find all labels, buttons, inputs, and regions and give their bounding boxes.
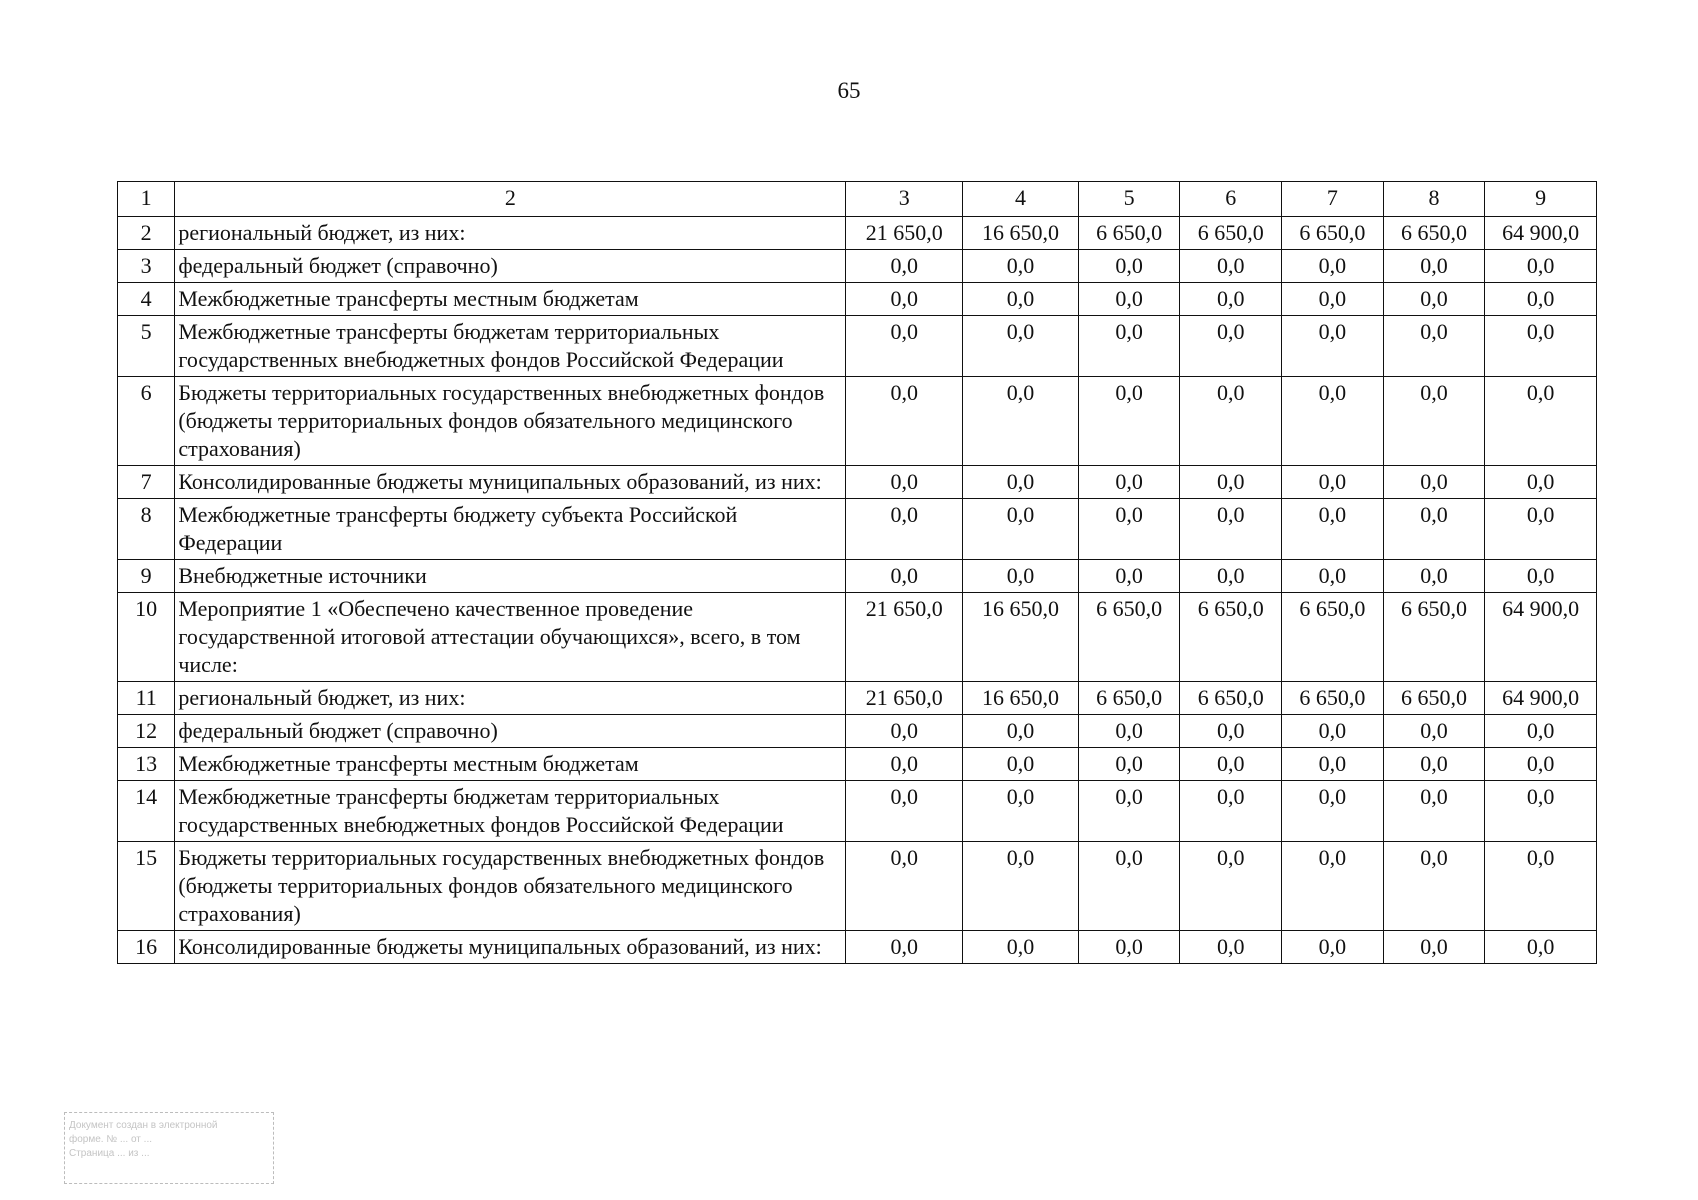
table-row: [118, 781, 1597, 842]
value-cell: 0,0: [846, 250, 963, 283]
value-cell: 0,0: [846, 466, 963, 499]
row-number: 14: [118, 781, 175, 842]
value-cell: 6 650,0: [1282, 593, 1384, 682]
value-cell: 0,0: [1078, 316, 1180, 377]
value-cell: 0,0: [1383, 748, 1485, 781]
table-row: [118, 593, 1597, 682]
value-cell: 0,0: [963, 715, 1079, 748]
value-cell: 0,0: [1485, 931, 1597, 964]
value-cell: 0,0: [1383, 842, 1485, 931]
table-row: [118, 316, 1597, 377]
value-cell: 0,0: [1282, 715, 1384, 748]
value-cell: 21 650,0: [846, 682, 963, 715]
value-cell: 0,0: [1078, 781, 1180, 842]
value-cell: 0,0: [846, 781, 963, 842]
value-cell: 0,0: [963, 560, 1079, 593]
value-cell: 6 650,0: [1078, 593, 1180, 682]
row-number: 4: [118, 283, 175, 316]
value-cell: 0,0: [963, 250, 1079, 283]
table-row: [118, 217, 1597, 250]
value-cell: 0,0: [963, 781, 1079, 842]
value-cell: 0,0: [963, 377, 1079, 466]
table-row: [118, 466, 1597, 499]
value-cell: 6 650,0: [1078, 217, 1180, 250]
value-cell: 0,0: [1383, 466, 1485, 499]
value-cell: 0,0: [846, 931, 963, 964]
value-cell: 0,0: [1078, 715, 1180, 748]
value-cell: 0,0: [1078, 250, 1180, 283]
value-cell: 0,0: [1383, 715, 1485, 748]
row-number: 16: [118, 931, 175, 964]
value-cell: 0,0: [1383, 250, 1485, 283]
value-cell: 0,0: [1180, 748, 1282, 781]
value-cell: 64 900,0: [1485, 217, 1597, 250]
value-cell: 6 650,0: [1282, 217, 1384, 250]
value-cell: 0,0: [1383, 499, 1485, 560]
row-number: 6: [118, 377, 175, 466]
row-label: Межбюджетные трансферты бюджетам территориальных государственных внебюджетных фондов Российской Федерации: [175, 316, 846, 377]
value-cell: 0,0: [846, 842, 963, 931]
value-cell: 0,0: [1383, 560, 1485, 593]
budget-table: [117, 181, 1597, 964]
value-cell: 0,0: [1485, 250, 1597, 283]
value-cell: 0,0: [1180, 283, 1282, 316]
value-cell: 0,0: [1383, 377, 1485, 466]
value-cell: 0,0: [1383, 316, 1485, 377]
header-cell: 6: [1180, 182, 1282, 217]
value-cell: 6 650,0: [1282, 682, 1384, 715]
value-cell: 16 650,0: [963, 593, 1079, 682]
value-cell: 0,0: [1180, 499, 1282, 560]
table-row: [118, 715, 1597, 748]
row-label: Межбюджетные трансферты местным бюджетам: [175, 283, 846, 316]
electronic-document-stamp: [64, 1112, 274, 1184]
header-cell: 8: [1383, 182, 1485, 217]
value-cell: 0,0: [1282, 499, 1384, 560]
header-cell: 5: [1078, 182, 1180, 217]
row-label: региональный бюджет, из них:: [175, 217, 846, 250]
row-number: 10: [118, 593, 175, 682]
value-cell: 0,0: [1282, 781, 1384, 842]
value-cell: 0,0: [1485, 499, 1597, 560]
row-label: Внебюджетные источники: [175, 560, 846, 593]
value-cell: 0,0: [846, 377, 963, 466]
page-number: 65: [837, 78, 861, 103]
value-cell: 0,0: [1282, 560, 1384, 593]
stamp-line: Страница ... из ...: [69, 1148, 150, 1159]
value-cell: 0,0: [1078, 560, 1180, 593]
value-cell: 0,0: [1383, 781, 1485, 842]
value-cell: 0,0: [963, 931, 1079, 964]
table-row: [118, 931, 1597, 964]
value-cell: 0,0: [1078, 931, 1180, 964]
value-cell: 0,0: [1180, 560, 1282, 593]
value-cell: 21 650,0: [846, 217, 963, 250]
value-cell: 0,0: [1078, 842, 1180, 931]
value-cell: 6 650,0: [1180, 593, 1282, 682]
header-row: [118, 182, 1597, 217]
table-row: [118, 682, 1597, 715]
value-cell: 16 650,0: [963, 682, 1079, 715]
value-cell: 0,0: [1180, 842, 1282, 931]
header-cell: 2: [175, 182, 846, 217]
value-cell: 6 650,0: [1383, 593, 1485, 682]
value-cell: 21 650,0: [846, 593, 963, 682]
value-cell: 0,0: [1485, 842, 1597, 931]
value-cell: 0,0: [1180, 781, 1282, 842]
value-cell: 0,0: [846, 715, 963, 748]
value-cell: 0,0: [1282, 931, 1384, 964]
row-number: 3: [118, 250, 175, 283]
value-cell: 0,0: [1485, 283, 1597, 316]
row-number: 13: [118, 748, 175, 781]
row-label: Межбюджетные трансферты бюджету субъекта Российской Федерации: [175, 499, 846, 560]
row-number: 8: [118, 499, 175, 560]
row-label: федеральный бюджет (справочно): [175, 250, 846, 283]
value-cell: 0,0: [1180, 931, 1282, 964]
value-cell: 0,0: [1180, 466, 1282, 499]
row-label: федеральный бюджет (справочно): [175, 715, 846, 748]
row-number: 15: [118, 842, 175, 931]
value-cell: 0,0: [1282, 466, 1384, 499]
value-cell: 0,0: [1078, 499, 1180, 560]
value-cell: 0,0: [1180, 715, 1282, 748]
value-cell: 0,0: [846, 560, 963, 593]
value-cell: 0,0: [1282, 316, 1384, 377]
value-cell: 0,0: [1383, 283, 1485, 316]
header-cell: 3: [846, 182, 963, 217]
value-cell: 0,0: [1485, 316, 1597, 377]
stamp-line: Документ создан в электронной: [69, 1120, 218, 1131]
row-number: 2: [118, 217, 175, 250]
value-cell: 0,0: [963, 499, 1079, 560]
value-cell: 0,0: [1078, 748, 1180, 781]
table-row: [118, 250, 1597, 283]
value-cell: 0,0: [846, 316, 963, 377]
row-label: Консолидированные бюджеты муниципальных образований, из них:: [175, 466, 846, 499]
header-cell: 7: [1282, 182, 1384, 217]
row-number: 7: [118, 466, 175, 499]
value-cell: 0,0: [1282, 748, 1384, 781]
value-cell: 0,0: [963, 283, 1079, 316]
value-cell: 0,0: [1485, 377, 1597, 466]
table-row: [118, 748, 1597, 781]
value-cell: 0,0: [963, 466, 1079, 499]
value-cell: 6 650,0: [1383, 217, 1485, 250]
value-cell: 0,0: [963, 842, 1079, 931]
value-cell: 0,0: [846, 748, 963, 781]
value-cell: 6 650,0: [1383, 682, 1485, 715]
table-row: [118, 283, 1597, 316]
value-cell: 0,0: [1282, 842, 1384, 931]
value-cell: 6 650,0: [1078, 682, 1180, 715]
row-label: Консолидированные бюджеты муниципальных образований, из них:: [175, 931, 846, 964]
table-row: [118, 560, 1597, 593]
value-cell: 16 650,0: [963, 217, 1079, 250]
value-cell: 0,0: [1485, 748, 1597, 781]
value-cell: 0,0: [1282, 377, 1384, 466]
row-label: Бюджеты территориальных государственных внебюджетных фондов (бюджеты территориальных фондов обязательного медицинского страхования): [175, 842, 846, 931]
value-cell: 64 900,0: [1485, 593, 1597, 682]
value-cell: 0,0: [1078, 466, 1180, 499]
table-row: [118, 499, 1597, 560]
row-number: 11: [118, 682, 175, 715]
value-cell: 6 650,0: [1180, 217, 1282, 250]
value-cell: 0,0: [963, 316, 1079, 377]
row-label: Бюджеты территориальных государственных внебюджетных фондов (бюджеты территориальных фондов обязательного медицинского страхования): [175, 377, 846, 466]
value-cell: 6 650,0: [1180, 682, 1282, 715]
row-number: 5: [118, 316, 175, 377]
header-cell: 9: [1485, 182, 1597, 217]
row-label: Межбюджетные трансферты местным бюджетам: [175, 748, 846, 781]
value-cell: 0,0: [1180, 250, 1282, 283]
row-label: Мероприятие 1 «Обеспечено качественное проведение государственной итоговой аттестации обучающихся», всего, в том числе:: [175, 593, 846, 682]
value-cell: 64 900,0: [1485, 682, 1597, 715]
value-cell: 0,0: [1383, 931, 1485, 964]
row-number: 12: [118, 715, 175, 748]
header-cell: 1: [118, 182, 175, 217]
value-cell: 0,0: [1485, 781, 1597, 842]
value-cell: 0,0: [1282, 283, 1384, 316]
value-cell: 0,0: [1180, 377, 1282, 466]
value-cell: 0,0: [1180, 316, 1282, 377]
value-cell: 0,0: [1282, 250, 1384, 283]
value-cell: 0,0: [1485, 715, 1597, 748]
value-cell: 0,0: [1485, 560, 1597, 593]
value-cell: 0,0: [846, 283, 963, 316]
row-number: 9: [118, 560, 175, 593]
stamp-line: форме. № ... от ...: [69, 1134, 152, 1145]
row-label: региональный бюджет, из них:: [175, 682, 846, 715]
header-cell: 4: [963, 182, 1079, 217]
value-cell: 0,0: [1078, 377, 1180, 466]
table-row: [118, 842, 1597, 931]
value-cell: 0,0: [846, 499, 963, 560]
value-cell: 0,0: [1078, 283, 1180, 316]
row-label: Межбюджетные трансферты бюджетам территориальных государственных внебюджетных фондов Российской Федерации: [175, 781, 846, 842]
value-cell: 0,0: [1485, 466, 1597, 499]
table-row: [118, 377, 1597, 466]
value-cell: 0,0: [963, 748, 1079, 781]
